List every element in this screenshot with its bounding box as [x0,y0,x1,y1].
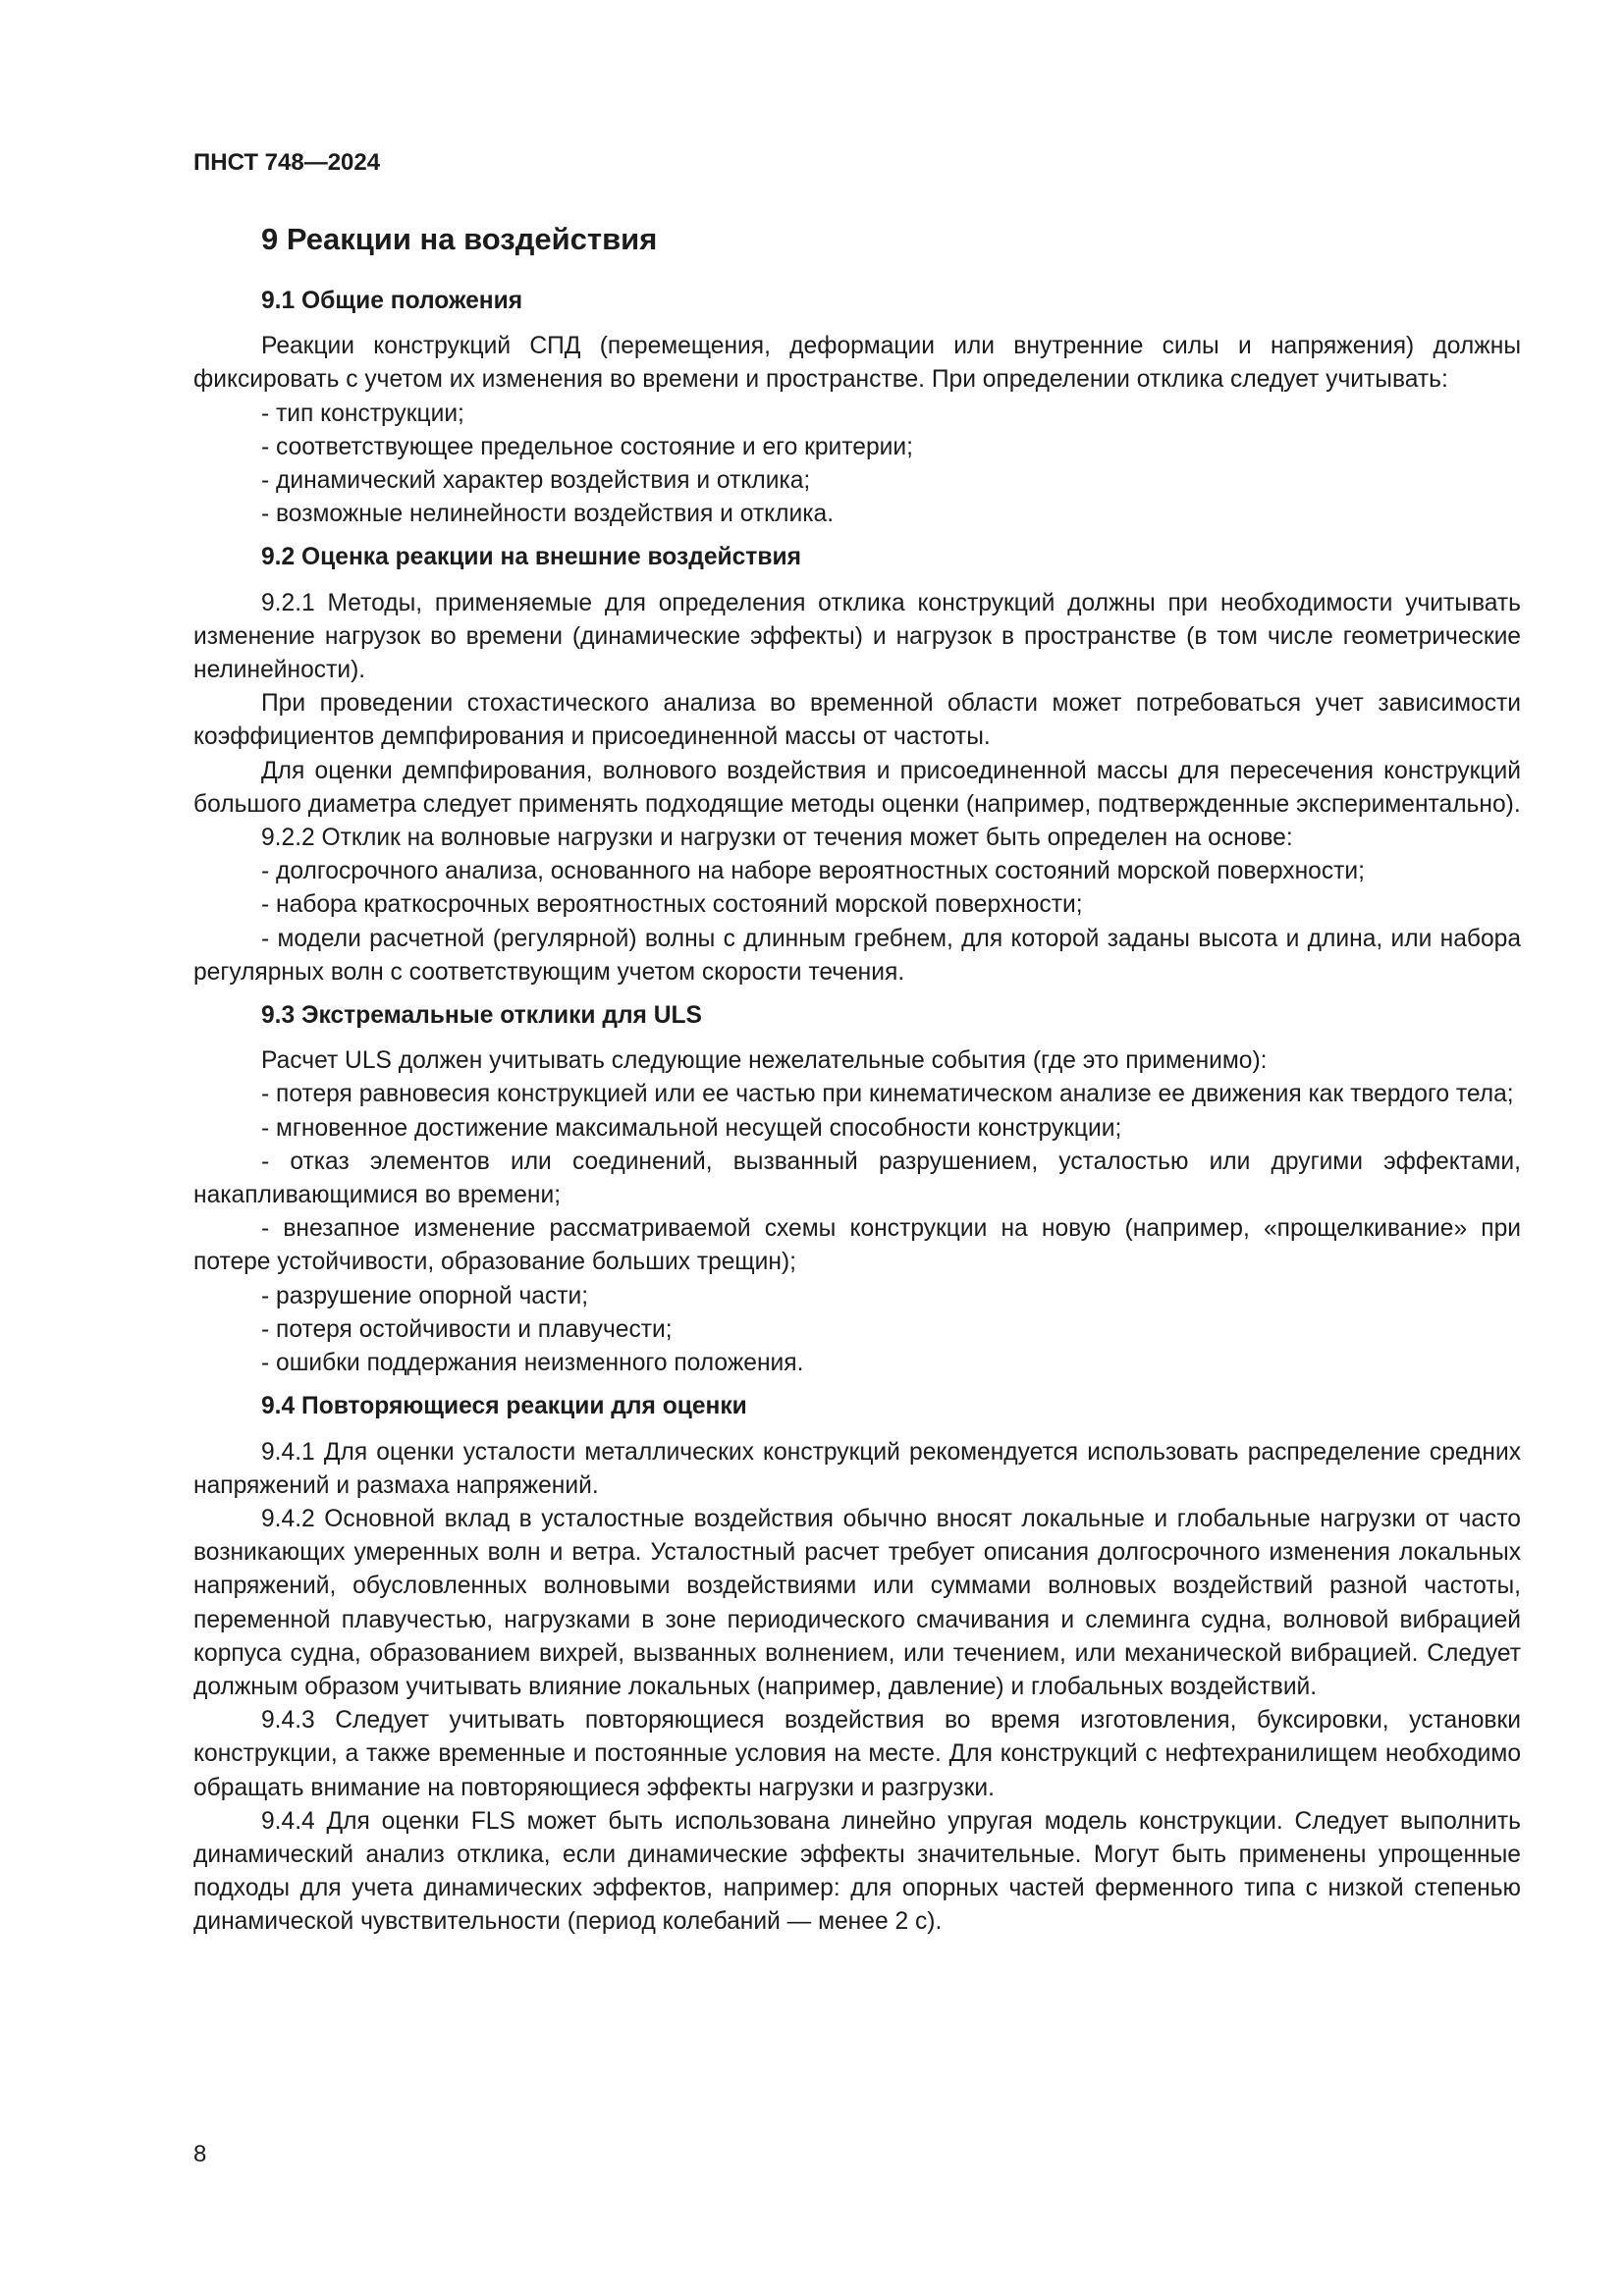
list-item: - потеря остойчивости и плавучести; [261,1315,673,1343]
list-item: - динамический характер воздействия и отклика; [261,467,811,495]
list-item: - возможные нелинейности воздействия и отклика. [261,501,835,528]
paragraph: 9.2.1 Методы, применяемые для определения отклика конструкций должны при необходимости учитывать изменение нагрузок во времени (динамические эффекты) и нагрузок в пространстве (в том числе геометрические нелинейности). [193,589,1521,684]
page-number: 8 [193,2141,207,2167]
list-item: - соответствующее предельное состояние и его критерии; [261,433,913,460]
list-item: - разрушение опорной части; [261,1282,589,1309]
list-item: - ошибки поддержания неизменного положения. [261,1350,804,1377]
list-item: - долгосрочного анализа, основанного на наборе вероятностных состояний морской поверхности; [261,858,1365,885]
list-item: - набора краткосрочных вероятностных состояний морской поверхности; [261,891,1083,919]
list-item: - тип конструкции; [261,400,464,427]
document-code: ПНСТ 748—2024 [193,149,381,176]
subsection-title-9-1: 9.1 Общие положения [261,288,523,314]
document-body [193,220,1521,1940]
paragraph: 9.2.2 Отклик на волновые нагрузки и нагрузки от течения может быть определен на основе: [261,825,1293,852]
list-item: - внезапное изменение рассматриваемой схемы конструкции на новую (например, «прощелкивание» при потере устойчивости, образование больших трещин); [193,1215,1521,1276]
paragraph: 9.4.1 Для оценки усталости металлических конструкций рекомендуется использовать распределение средних напряжений и размаха напряжений. [193,1438,1521,1499]
paragraph: 9.4.4 Для оценки FLS может быть использована линейно упругая модель конструкции. Следует выполнить динамический анализ отклика, если динамические эффекты значительные. Могут быть применены упрощенные подходы для учета динамических эффектов, например: для опорных частей ферменного типа с низкой степенью динамической чувствительности (период колебаний — менее 2 с). [193,1807,1521,1936]
subsection-title-9-2: 9.2 Оценка реакции на внешние воздействия [261,544,801,571]
list-item: - отказ элементов или соединений, вызванный разрушением, усталостью или другими эффектами, накапливающимися во времени; [193,1148,1521,1209]
paragraph: Реакции конструкций СПД (перемещения, деформации или внутренние силы и напряжения) должны фиксировать с учетом их изменения во времени и пространстве. При определении отклика следует учитывать: [193,333,1521,394]
subsection-title-9-4: 9.4 Повторяющиеся реакции для оценки [261,1393,747,1420]
paragraph: 9.4.2 Основной вклад в усталостные воздействия обычно вносят локальные и глобальные нагрузки от часто возникающих умеренных волн и ветра. Усталостный расчет требует описания долгосрочного изменения локальных напряжений, обусловленных волновыми воздействиями или суммами волновых воздействий разной частоты, переменной плавучестью, нагрузками в зоне периодического смачивания и слеминга судна, волновой вибрацией корпуса судна, образованием вихрей, вызванных волнением, или течением, или механической вибрацией. Следует должным образом учитывать влияние локальных (например, давление) и глобальных воздействий. [193,1505,1521,1700]
paragraph: При проведении стохастического анализа во временной области может потребоваться учет зависимости коэффициентов демпфирования и присоединенной массы от частоты. [193,690,1521,751]
list-item: - модели расчетной (регулярной) волны с длинным гребнем, для которой заданы высота и длина, или набора регулярных волн с соответствующим учетом скорости течения. [193,925,1521,986]
list-item: - мгновенное достижение максимальной несущей способности конструкции; [261,1114,1122,1142]
paragraph: Расчет ULS должен учитывать следующие нежелательные события (где это применимо): [261,1047,1268,1075]
subsection-title-9-3: 9.3 Экстремальные отклики для ULS [261,1002,702,1030]
list-item: - потеря равновесия конструкцией или ее частью при кинематическом анализе ее движения как твердого тела; [261,1081,1514,1108]
section-title: 9 Реакции на воздействия [261,222,658,256]
paragraph: Для оценки демпфирования, волнового воздействия и присоединенной массы для пересечения конструкций большого диаметра следует применять подходящие методы оценки (например, подтвержденные экспериментально). [193,757,1521,818]
paragraph: 9.4.3 Следует учитывать повторяющиеся воздействия во время изготовления, буксировки, установки конструкции, а также временные и постоянные условия на месте. Для конструкций с нефтехранилищем необходимо обращать внимание на повторяющиеся эффекты нагрузки и разгрузки. [193,1707,1521,1801]
